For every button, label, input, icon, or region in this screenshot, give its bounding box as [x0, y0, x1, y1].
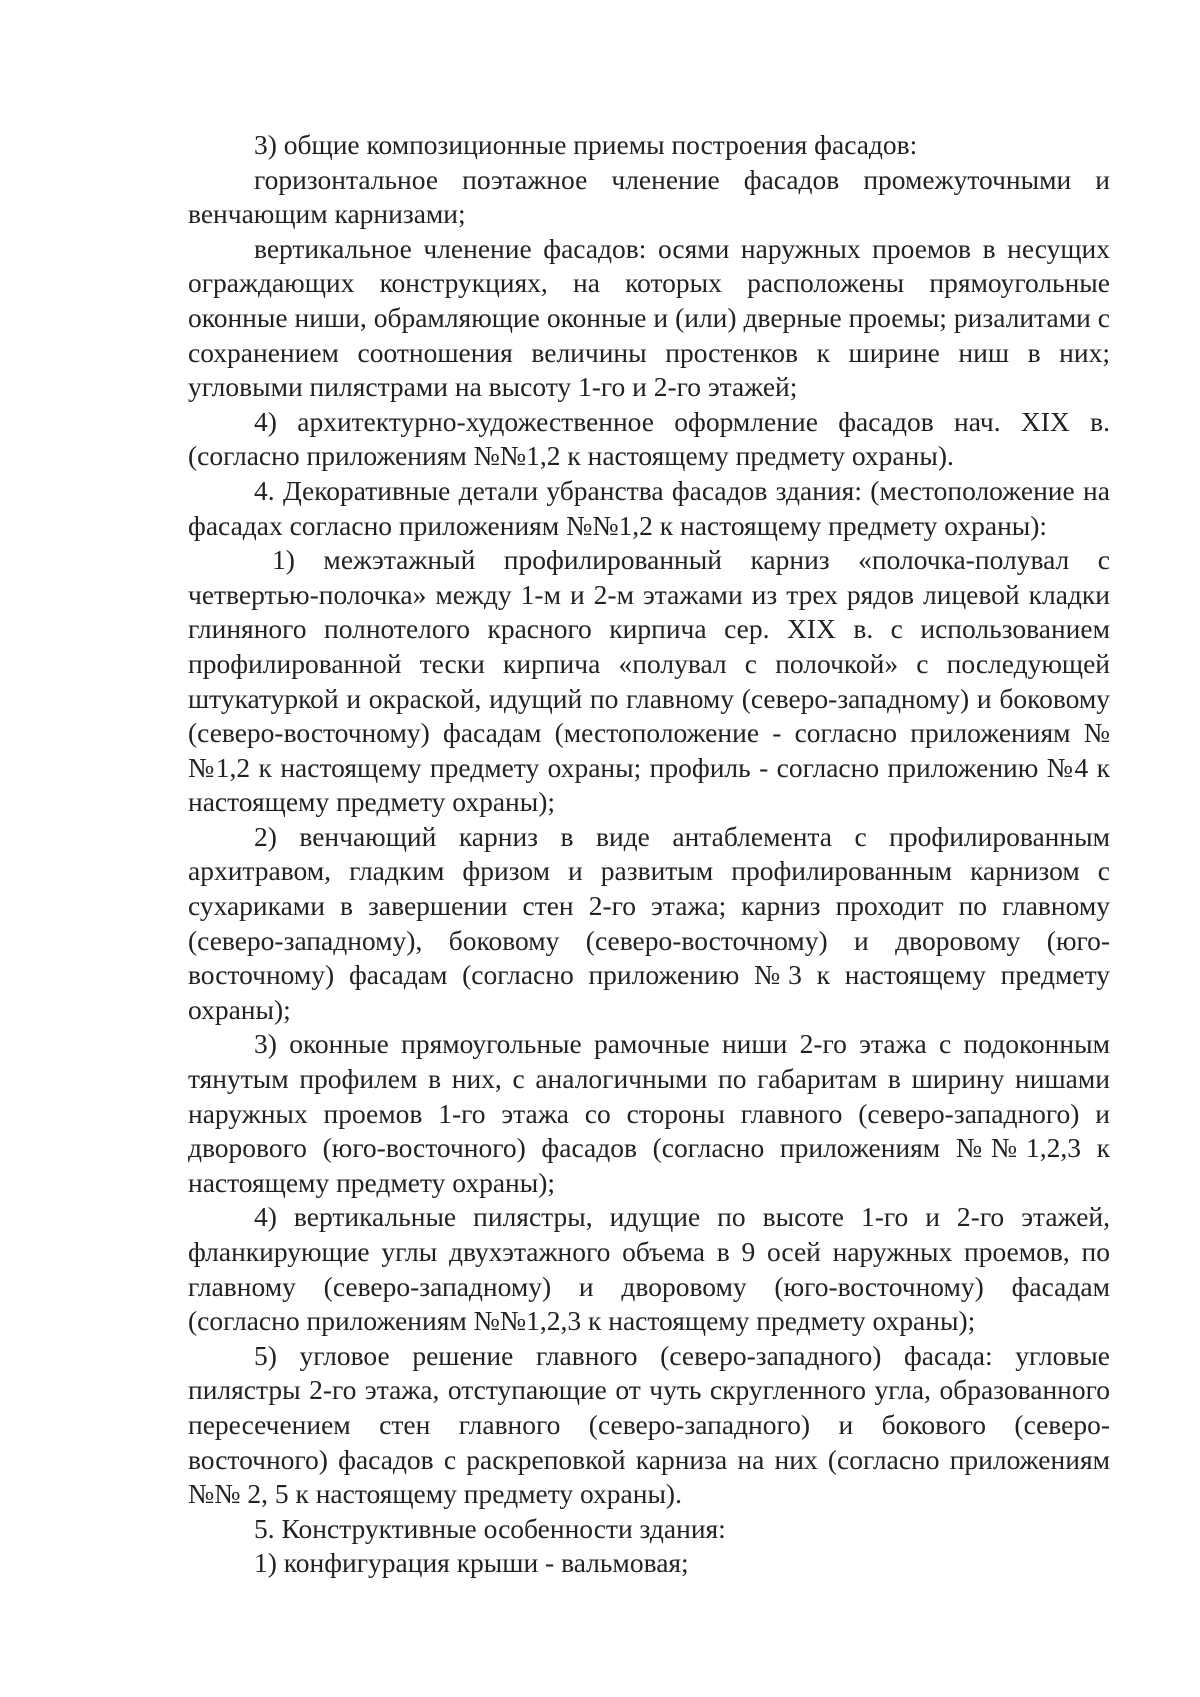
paragraph-crowning-cornice: 2) венчающий карниз в виде антаблемента с профилированным архитравом, гладким фризом и развитым профилированным карнизом с сухариками в завершении стен 2-го этажа; карниз проходит по главному (северо-западному), боковому (северо-восточному) и дворовому (юго-восточному) фасадам (согласно приложению №3 к настоящему предмету охраны); — [188, 820, 1110, 1025]
paragraph-vertical-pilasters: 4) вертикальные пилястры, идущие по высоте 1-го и 2-го этажей, фланкирующие углы двухэтажного объема в 9 осей наружных проемов, по главному (северо-западному) и дворовому (юго-восточному) фасадам (согласно приложениям №№1,2,3 к настоящему предмету охраны); — [188, 1201, 1110, 1337]
paragraph-structural-features-heading: 5. Конструктивные особенности здания: — [254, 1512, 726, 1544]
paragraph-decorative-details-heading: 4. Декоративные детали убранства фасадов здания: (местоположение на фасадах согласно приложениям №№1,2 к настоящему предмету охраны): — [188, 474, 1110, 541]
paragraph-interfloor-cornice: 1) межэтажный профилированный карниз «полочка-полувал с четвертью-полочка» между 1-м и 2-м этажами из трех рядов лицевой кладки глиняного полнотелого красного кирпича сер. XIX в. с использованием профилированной тески кирпича «полувал с полочкой» с последующей штукатуркой и окраской, идущий по главному (северо-западному) и боковому (северо-восточному) фасадам (местоположение - согласно приложениям №№1,2 к настоящему предмету охраны; профиль - согласно приложению №4 к настоящему предмету охраны); — [188, 544, 1110, 818]
paragraph-composition-techniques: 3) общие композиционные приемы построения фасадов: — [254, 129, 918, 160]
paragraph-architectural-decoration: 4) архитектурно-художественное оформление фасадов нач. XIX в. (согласно приложениям №№1,2 к настоящему предмету охраны). — [188, 405, 1110, 472]
document-page — [188, 128, 1110, 1581]
paragraph-vertical-division: вертикальное членение фасадов: осями наружных проемов в несущих ограждающих конструкциях, на которых расположены прямоугольные оконные ниши, обрамляющие оконные и (или) дверные проемы; ризалитами с сохранением соотношения величины простенков к ширине ниш в них; угловыми пилястрами на высоту 1-го и 2-го этажей; — [188, 232, 1110, 403]
paragraph-corner-solution: 5) угловое решение главного (северо-западного) фасада: угловые пилястры 2-го этажа, отступающие от чуть скругленного угла, образованного пересечением стен главного (северо-западного) и бокового (северо-восточного) фасадов с раскреповкой карниза на них (согласно приложениям №№ 2, 5 к настоящему предмету охраны). — [188, 1339, 1110, 1510]
paragraph-window-niches: 3) оконные прямоугольные рамочные ниши 2-го этажа с подоконным тянутым профилем в них, с аналогичными по габаритам в ширину нишами наружных проемов 1-го этажа со стороны главного (северо-западного) и дворового (юго-восточного) фасадов (согласно приложениям №№1,2,3 к настоящему предмету охраны); — [188, 1028, 1110, 1198]
paragraph-roof-configuration: 1) конфигурация крыши - вальмовая; — [254, 1547, 689, 1579]
paragraph-horizontal-division: горизонтальное поэтажное членение фасадов промежуточными и венчающим карнизами; — [188, 163, 1110, 230]
